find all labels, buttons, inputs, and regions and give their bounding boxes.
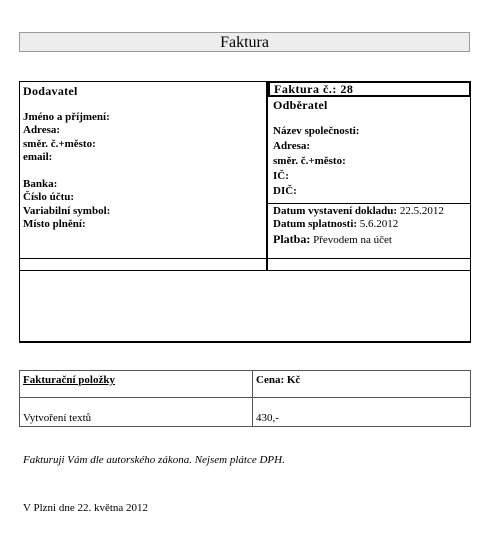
- invoice-number: Faktura č.: 28: [268, 81, 471, 97]
- items-header-price: Cena: Kč: [256, 374, 301, 386]
- tax-note: Fakturuji Vám dle autorského zákona. Nejsem plátce DPH.: [23, 454, 285, 466]
- place-date: V Plzni dne 22. května 2012: [23, 502, 149, 514]
- due-date-label: Datum splatnosti:: [273, 218, 358, 230]
- item-price: 430,-: [256, 412, 279, 424]
- customer-heading: Odběratel: [273, 98, 328, 112]
- supplier-account-label: Číslo účtu:: [23, 191, 75, 203]
- items-column-divider: [252, 370, 253, 427]
- payment-method: Převodem na účet: [313, 234, 392, 246]
- divider-line: [19, 258, 471, 259]
- customer-company-label: Název společnosti:: [273, 125, 360, 137]
- payment-row: [273, 232, 392, 247]
- issue-date-label: Datum vystavení dokladu:: [273, 205, 398, 217]
- supplier-place-label: Místo plnění:: [23, 218, 86, 230]
- supplier-address-label: Adresa:: [23, 124, 61, 136]
- due-date-row: [273, 218, 398, 230]
- customer-zip-city-label: směr. č.+město:: [273, 155, 346, 167]
- parties-divider: [266, 81, 268, 271]
- supplier-name-label: Jméno a příjmení:: [23, 111, 110, 123]
- document-title: Faktura: [19, 32, 470, 52]
- supplier-zip-city-label: směr. č.+město:: [23, 138, 96, 150]
- items-header-item: Fakturační položky: [23, 374, 115, 386]
- supplier-variable-symbol-label: Variabilní symbol:: [23, 205, 111, 217]
- payment-label: Platba:: [273, 232, 311, 246]
- supplier-bank-label: Banka:: [23, 178, 58, 190]
- customer-dic-label: DIČ:: [273, 185, 297, 197]
- divider-line: [19, 270, 471, 271]
- supplier-email-label: email:: [23, 151, 53, 163]
- customer-address-label: Adresa:: [273, 140, 311, 152]
- items-row-divider: [19, 397, 471, 398]
- customer-ic-label: IČ:: [273, 170, 289, 182]
- divider-line: [268, 203, 471, 204]
- due-date-value: 5.6.2012: [359, 218, 399, 230]
- issue-date-value: 22.5.2012: [399, 205, 444, 217]
- supplier-heading: Dodavatel: [23, 84, 78, 98]
- issue-date-row: [273, 205, 444, 217]
- item-name: Vytvoření textů: [23, 412, 92, 424]
